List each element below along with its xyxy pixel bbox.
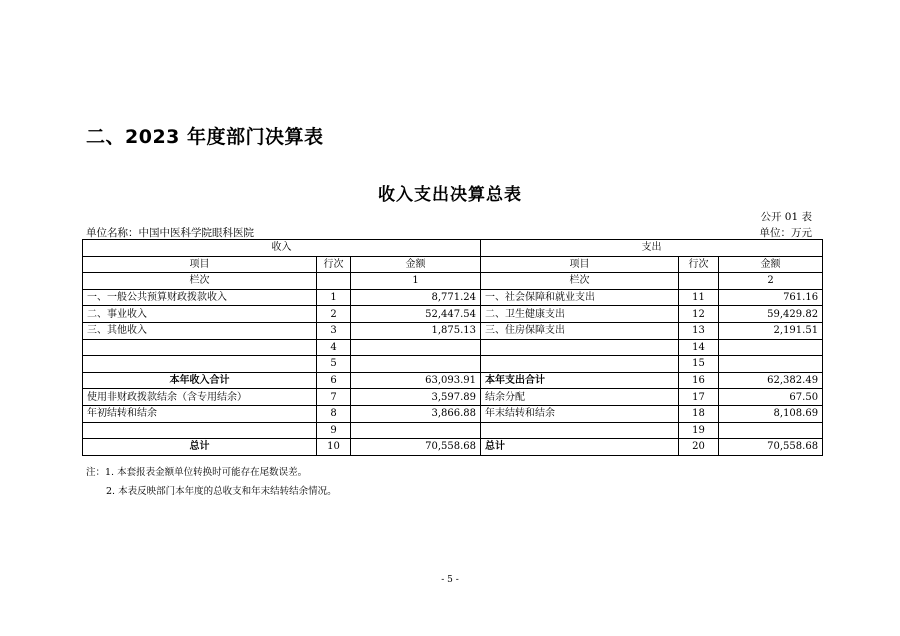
expense-item: 总计 [481,439,679,456]
income-amount: 1,875.13 [351,322,481,339]
expense-item: 二、卫生健康支出 [481,306,679,323]
expense-line: 12 [679,306,719,323]
note-1: 注：1. 本套报表金额单位转换时可能存在尾数误差。 [86,467,308,478]
income-item: 使用非财政拨款结余（含专用结余） [83,389,317,406]
expense-line: 18 [679,405,719,422]
income-col-index: 1 [351,273,481,290]
unit-measure-label: 单位：万元 [759,227,812,239]
income-item: 二、事业收入 [83,306,317,323]
expense-amount: 62,382.49 [719,372,823,389]
income-amount: 8,771.24 [351,289,481,306]
expense-amount: 761.16 [719,289,823,306]
expense-amount: 67.50 [719,389,823,406]
income-item: 本年收入合计 [83,372,317,389]
income-line: 2 [317,306,351,323]
table-row [83,339,823,356]
table-header-row [83,240,823,257]
empty-cell [317,273,351,290]
income-amount: 3,597.89 [351,389,481,406]
income-line: 5 [317,356,351,373]
income-amount: 3,866.88 [351,405,481,422]
expense-amount: 70,558.68 [719,439,823,456]
income-line: 7 [317,389,351,406]
table-row-total [83,439,823,456]
income-item: 年初结转和结余 [83,405,317,422]
expense-amount: 59,429.82 [719,306,823,323]
expense-amount [719,422,823,439]
income-item [83,356,317,373]
column-index-row [83,273,823,290]
income-amount [351,422,481,439]
expense-line: 15 [679,356,719,373]
income-amount [351,356,481,373]
expense-amount: 8,108.69 [719,405,823,422]
income-line-header: 行次 [317,256,351,273]
section-title: 二、2023 年度部门决算表 [86,126,324,148]
expense-item [481,356,679,373]
expense-item [481,339,679,356]
income-line: 8 [317,405,351,422]
income-item: 总计 [83,439,317,456]
income-line: 6 [317,372,351,389]
meta-row [86,225,812,240]
expense-item: 年末结转和结余 [481,405,679,422]
income-col-label: 栏次 [83,273,317,290]
expense-item: 结余分配 [481,389,679,406]
income-line: 1 [317,289,351,306]
income-amount-header: 金额 [351,256,481,273]
expense-item: 一、社会保障和就业支出 [481,289,679,306]
income-line: 10 [317,439,351,456]
column-header-row [83,256,823,273]
expense-item: 三、住房保障支出 [481,322,679,339]
income-amount: 63,093.91 [351,372,481,389]
income-amount [351,339,481,356]
expense-amount: 2,191.51 [719,322,823,339]
table-row [83,322,823,339]
expense-item: 本年支出合计 [481,372,679,389]
expense-line: 11 [679,289,719,306]
table-row [83,306,823,323]
expense-amount [719,356,823,373]
income-amount: 70,558.68 [351,439,481,456]
unit-name-label: 单位名称：中国中医科学院眼科医院 [86,227,254,239]
table-row [83,356,823,373]
expense-col-index: 2 [719,273,823,290]
income-amount: 52,447.54 [351,306,481,323]
expense-line: 13 [679,322,719,339]
table-row [83,422,823,439]
income-line: 3 [317,322,351,339]
table-notes [86,463,337,501]
income-item [83,422,317,439]
expense-amount [719,339,823,356]
table-row [83,389,823,406]
page-number: - 5 - [441,575,459,585]
expense-line: 19 [679,422,719,439]
income-line: 4 [317,339,351,356]
expense-line: 20 [679,439,719,456]
expense-item-header: 项目 [481,256,679,273]
income-item [83,339,317,356]
expense-line: 14 [679,339,719,356]
income-line: 9 [317,422,351,439]
table-row [83,289,823,306]
expense-line: 17 [679,389,719,406]
expense-line-header: 行次 [679,256,719,273]
income-item-header: 项目 [83,256,317,273]
income-expense-summary-table [82,239,823,456]
expense-amount-header: 金额 [719,256,823,273]
income-header: 收入 [83,240,481,257]
income-item: 三、其他收入 [83,322,317,339]
table-title: 收入支出决算总表 [378,185,522,205]
form-number: 公开 01 表 [760,211,812,223]
income-item: 一、一般公共预算财政拨款收入 [83,289,317,306]
table-row [83,405,823,422]
expense-item [481,422,679,439]
expense-header: 支出 [481,240,823,257]
expense-line: 16 [679,372,719,389]
expense-col-label: 栏次 [481,273,679,290]
note-2: 2. 本表反映部门本年度的总收支和年末结转结余情况。 [106,486,337,497]
table-row-subtotal [83,372,823,389]
empty-cell [679,273,719,290]
